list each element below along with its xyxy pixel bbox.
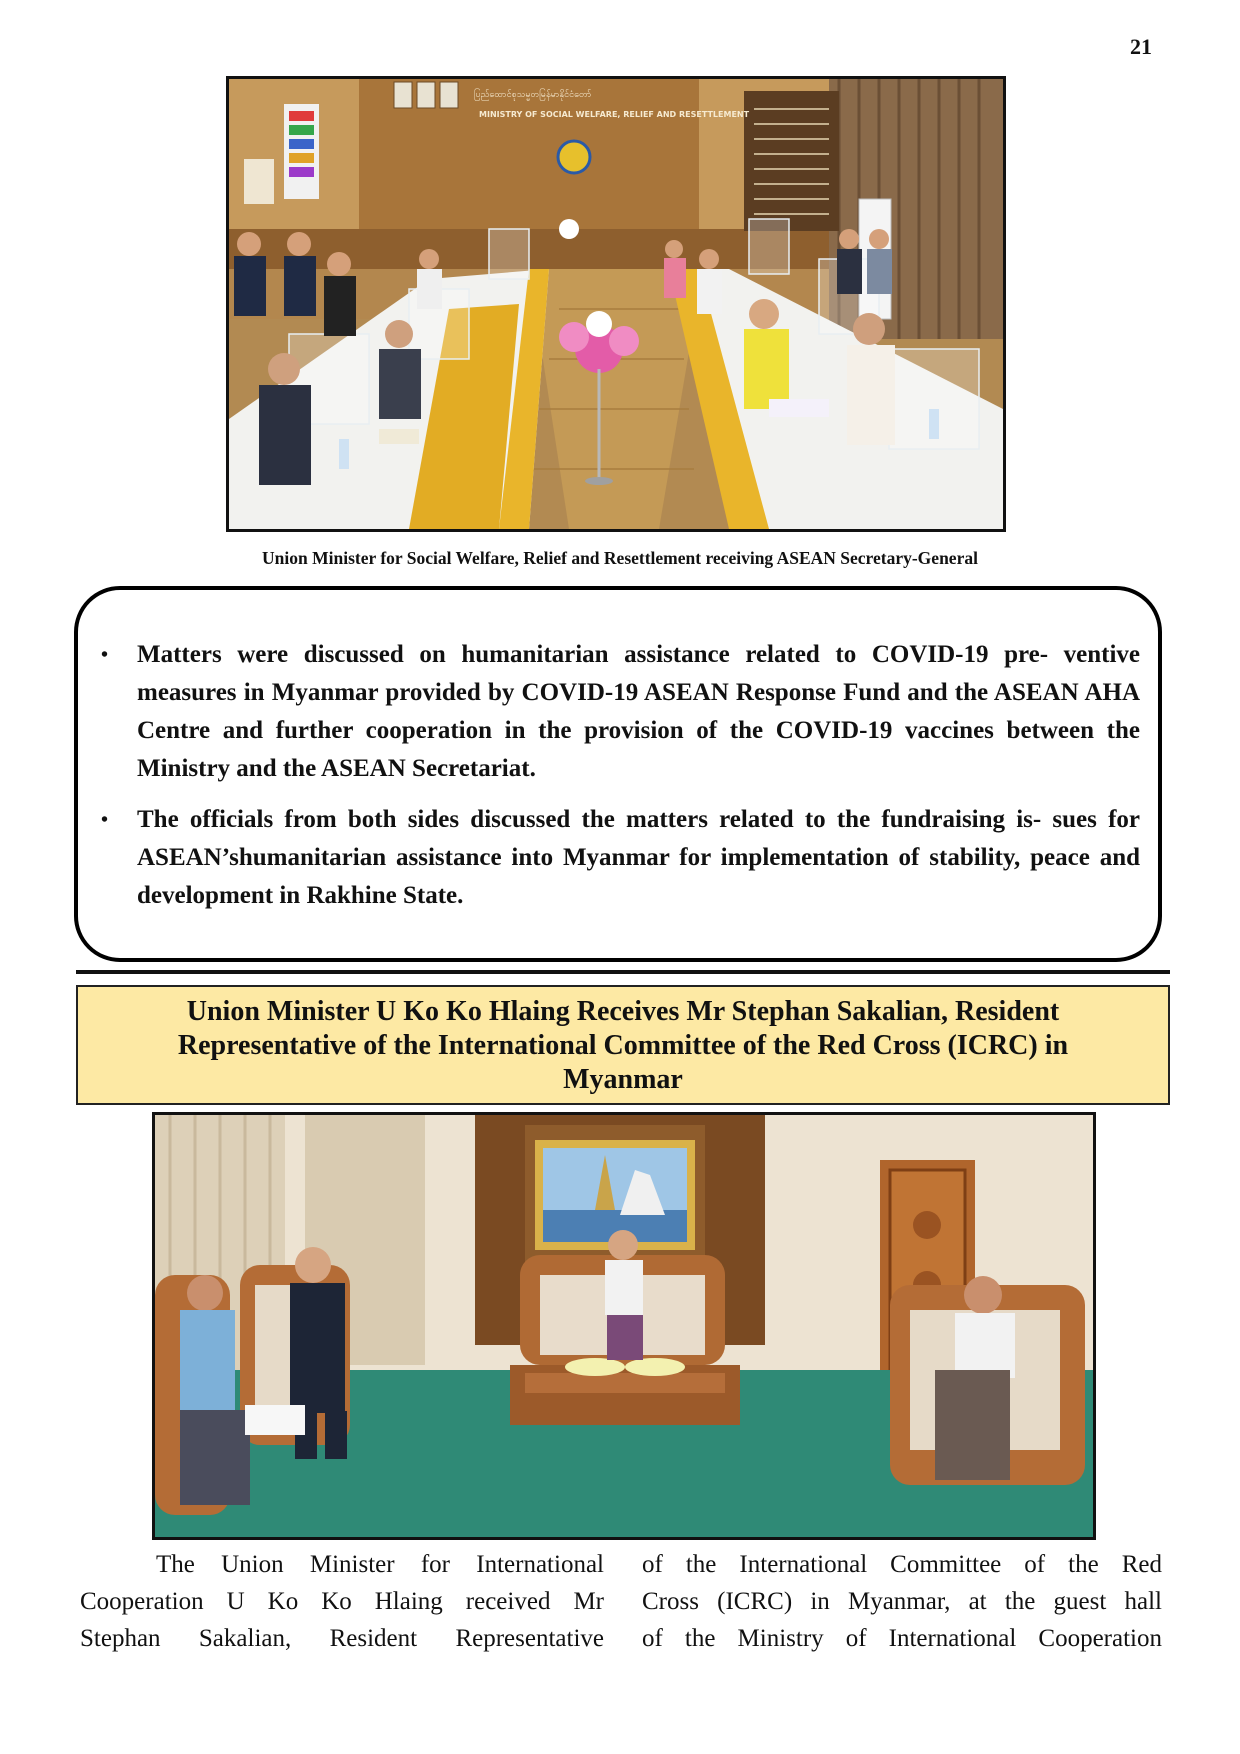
heading-line-1: Union Minister U Ko Ko Hlaing Receives Mr Stephan Sakalian, Resident bbox=[186, 996, 1060, 1027]
section-heading bbox=[76, 985, 1170, 1105]
guest-hall-photo bbox=[152, 1112, 1096, 1540]
bullet-dot-icon: • bbox=[101, 809, 109, 831]
ministry-emblem bbox=[558, 141, 590, 173]
bullet-dot-icon: • bbox=[101, 644, 109, 666]
heading-line-2: Representative of the International Committee of the Red Cross (ICRC) in bbox=[177, 1030, 1069, 1061]
ministry-sign-english: MINISTRY OF SOCIAL WELFARE, RELIEF AND RESETTLEMENT bbox=[479, 110, 750, 119]
body-line: Stephan Sakalian, Resident Representative bbox=[80, 1625, 604, 1652]
body-line: Cooperation U Ko Ko Hlaing received Mr bbox=[80, 1588, 604, 1615]
body-line: The Union Minister for International bbox=[156, 1551, 604, 1578]
body-text-left-column bbox=[80, 1546, 604, 1657]
body-line: of the Ministry of International Cooperation bbox=[642, 1625, 1162, 1652]
page-number: 21 bbox=[1130, 34, 1152, 59]
section-divider bbox=[76, 970, 1170, 974]
summary-bullet-list bbox=[78, 636, 1158, 915]
top-photo-caption: Union Minister for Social Welfare, Relief and Resettlement receiving ASEAN Secretary-General bbox=[262, 548, 978, 568]
summary-box bbox=[74, 586, 1162, 962]
ministry-sign-burmese: ပြည်ထောင်စုသမ္မတမြန်မာနိုင်ငံတော် bbox=[474, 90, 592, 100]
bullet-item: • Matters were discussed on humanitarian assistance related to COVID-19 pre- ventive measures in Myanmar provided by COVID-19 ASEAN Response Fund and the ASEAN AHA Centre and further cooperation in the provision of the COVID-19 vaccines between the Ministry and the ASEAN Secretariat. bbox=[137, 636, 1140, 788]
meeting-photo bbox=[226, 76, 1006, 532]
heading-line-3: Myanmar bbox=[563, 1064, 683, 1095]
body-line: Cross (ICRC) in Myanmar, at the guest hall bbox=[642, 1588, 1162, 1615]
body-line: of the International Committee of the Red bbox=[642, 1551, 1162, 1578]
bullet-item: • The officials from both sides discussed the matters related to the fundraising is- sues for ASEAN’shumanitarian assistance into Myanmar for implementation of stability, peace and development in Rakhine State. bbox=[137, 801, 1140, 915]
body-text-right-column bbox=[642, 1546, 1162, 1657]
